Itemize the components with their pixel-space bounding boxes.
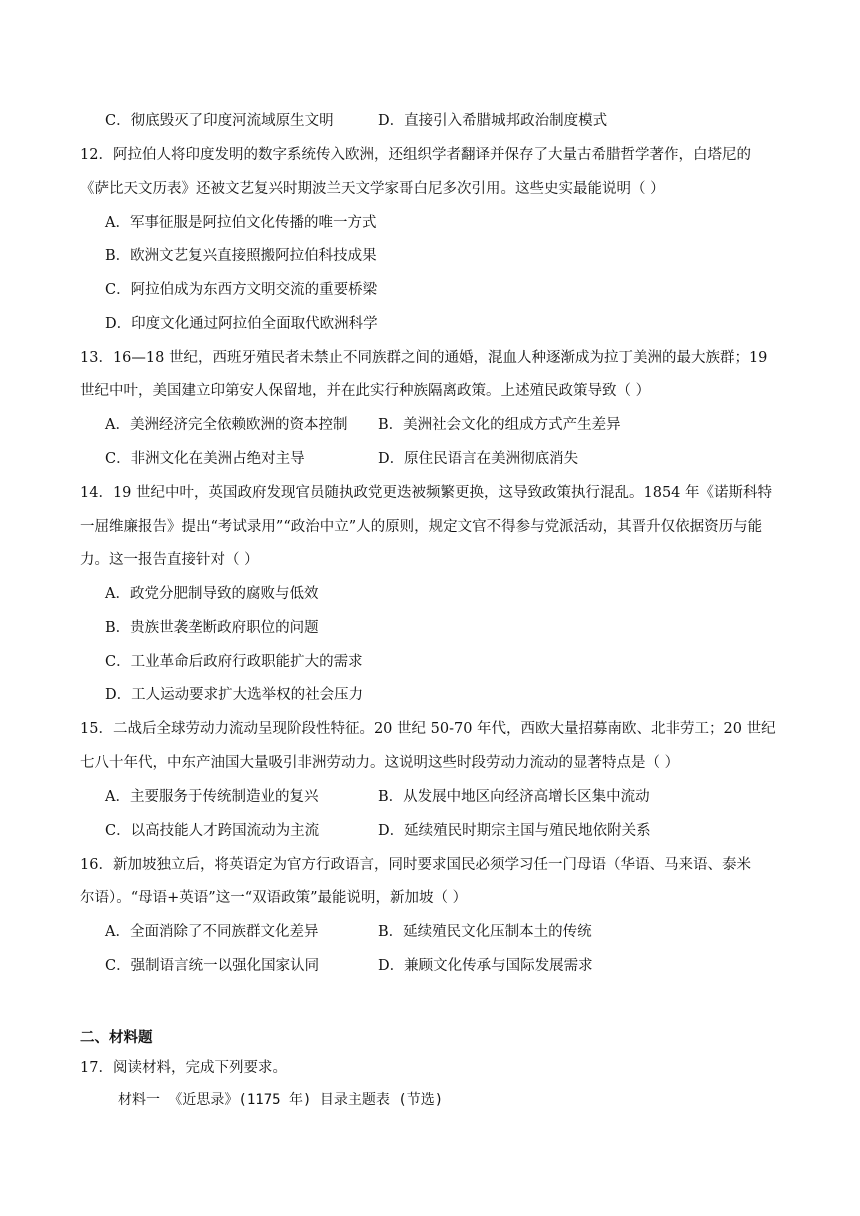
q15-option-d: D．延续殖民时期宗主国与殖民地依附关系 bbox=[378, 823, 651, 839]
q15-option-b: B．从发展中地区向经济高增长区集中流动 bbox=[378, 789, 650, 805]
q14-stem-line3: 力。这一报告直接针对（ ） bbox=[80, 552, 259, 568]
q12-option-d: D．印度文化通过阿拉伯全面取代欧洲科学 bbox=[105, 316, 378, 332]
q13-option-d: D．原住民语言在美洲彻底消失 bbox=[378, 451, 579, 467]
q17-stem: 17．阅读材料，完成下列要求。 bbox=[80, 1060, 287, 1076]
q16-stem-line1: 16．新加坡独立后，将英语定为官方行政语言，同时要求国民必须学习任一门母语（华语、马来语、泰米 bbox=[80, 857, 751, 873]
q12-option-a: A．军事征服是阿拉伯文化传播的唯一方式 bbox=[105, 215, 377, 231]
q14-option-a: A．政党分肥制导致的腐败与低效 bbox=[105, 586, 319, 602]
q13-option-a: A．美洲经济完全依赖欧洲的资本控制 bbox=[105, 417, 348, 433]
q11-option-d: D．直接引入希腊城邦政治制度模式 bbox=[378, 113, 608, 129]
q14-stem-line1: 14．19 世纪中叶，英国政府发现官员随执政党更迭被频繁更换，这导致政策执行混乱。1854 年《诺斯科特 bbox=[80, 485, 773, 501]
q16-stem-line2: 尔语）。“母语+英语”这一“双语政策”最能说明，新加坡（ ） bbox=[80, 890, 468, 906]
q13-option-c: C．非洲文化在美洲占绝对主导 bbox=[105, 451, 305, 467]
q16-option-a: A．全面消除了不同族群文化差异 bbox=[105, 924, 319, 940]
q12-stem-line1: 12．阿拉伯人将印度发明的数字系统传入欧洲，还组织学者翻译并保存了大量古希腊哲学著作，白塔尼的 bbox=[80, 147, 751, 163]
q13-stem-line1: 13．16—18 世纪，西班牙殖民者未禁止不同族群之间的通婚，混血人种逐渐成为拉丁美洲的最大族群；19 bbox=[80, 350, 768, 366]
q11-option-c: C．彻底毁灭了印度河流域原生文明 bbox=[105, 113, 334, 129]
q17-material1-title: 材料一 《近思录》(1175 年) 目录主题表 (节选) bbox=[118, 1092, 444, 1108]
q14-option-b: B．贵族世袭垄断政府职位的问题 bbox=[105, 620, 319, 636]
q15-option-a: A．主要服务于传统制造业的复兴 bbox=[105, 789, 319, 805]
section-heading: 二、材料题 bbox=[80, 1029, 153, 1046]
q13-stem-line2: 世纪中叶，美国建立印第安人保留地，并在此实行种族隔离政策。上述殖民政策导致（ ） bbox=[80, 383, 651, 399]
q12-stem-line2: 《萨比天文历表》还被文艺复兴时期波兰天文学家哥白尼多次引用。这些史实最能说明（ ） bbox=[80, 181, 665, 197]
q16-option-c: C．强制语言统一以强化国家认同 bbox=[105, 958, 320, 974]
q15-stem-line2: 七八十年代，中东产油国大量吸引非洲劳动力。这说明这些时段劳动力流动的显著特点是（ ） bbox=[80, 755, 680, 771]
q14-option-c: C．工业革命后政府行政职能扩大的需求 bbox=[105, 654, 363, 670]
q12-option-b: B．欧洲文艺复兴直接照搬阿拉伯科技成果 bbox=[105, 248, 377, 264]
q12-option-c: C．阿拉伯成为东西方文明交流的重要桥梁 bbox=[105, 282, 378, 298]
q16-option-d: D．兼顾文化传承与国际发展需求 bbox=[378, 958, 593, 974]
q13-option-b: B．美洲社会文化的组成方式产生差异 bbox=[378, 417, 621, 433]
q16-option-b: B．延续殖民文化压制本土的传统 bbox=[378, 924, 592, 940]
q15-stem-line1: 15．二战后全球劳动力流动呈现阶段性特征。20 世纪 50-70 年代，西欧大量招募南欧、北非劳工；20 世纪 bbox=[80, 721, 776, 737]
q14-stem-line2: 一屈维廉报告》提出“考试录用”“政治中立”人的原则，规定文官不得参与党派活动，其晋升仅依据资历与能 bbox=[80, 519, 763, 535]
q14-option-d: D．工人运动要求扩大选举权的社会压力 bbox=[105, 687, 364, 703]
q15-option-c: C．以高技能人才跨国流动为主流 bbox=[105, 823, 320, 839]
